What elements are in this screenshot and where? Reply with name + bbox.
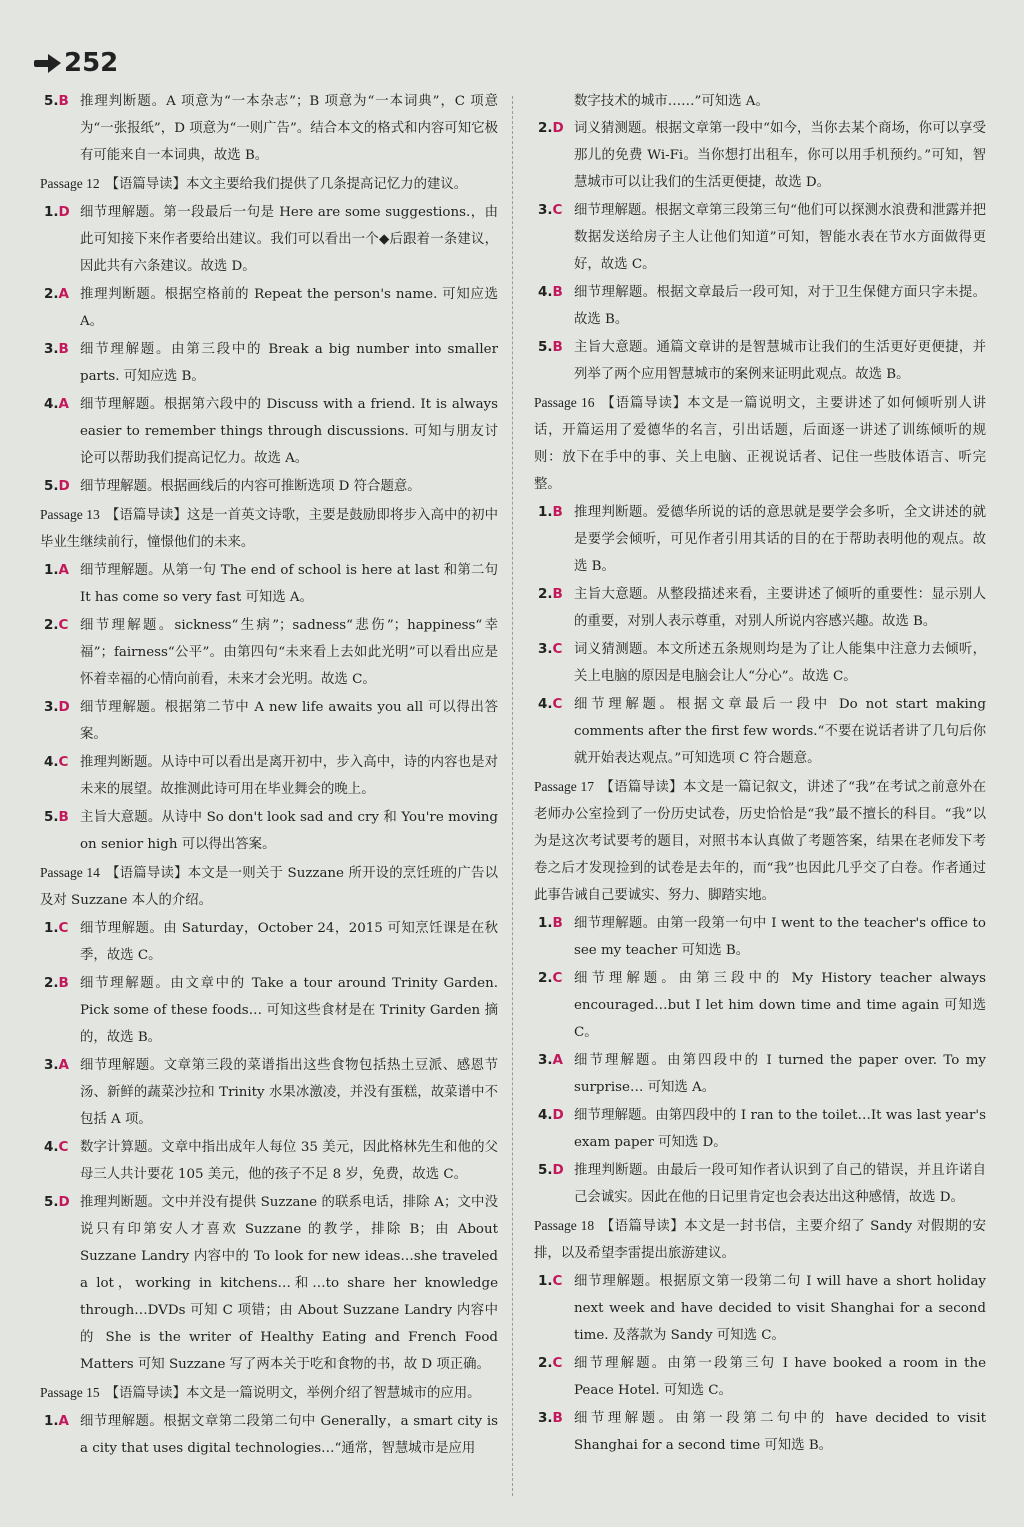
question-number (534, 499, 574, 526)
answer-item (534, 499, 986, 580)
answer-explanation: 细节理解题。根据第六段中的 Discuss with a friend. It is always easier to remember things through discussions. 可知与朋友讨论可以帮助我们提高记忆力。故选 A。 (80, 397, 498, 466)
question-number (534, 279, 574, 306)
column-divider (512, 96, 513, 1496)
answer-explanation: 细节理解题。由第一段第一句中 I went to the teacher's office to see my teacher 可知选 B。 (574, 916, 986, 958)
answer-item (40, 473, 498, 500)
answer-explanation: 词义猜测题。根据文章第一段中“如今，当你去某个商场，你可以享受那儿的免费 Wi-Fi。当你想打出租车，你可以用手机预约。”可知，智慧城市可以让我们的生活更便捷，故选 D。 (574, 121, 986, 190)
question-index: 1. (538, 915, 553, 931)
answer-item (40, 391, 498, 472)
passage-heading (534, 1212, 986, 1267)
passage-name: Passage 13 (40, 507, 100, 522)
question-index: 3. (44, 1057, 59, 1073)
question-number (40, 1134, 80, 1161)
answer-letter: D (552, 1107, 564, 1123)
answer-explanation: 数字计算题。文章中指出成年人每位 35 美元，因此格林先生和他的父母三人共计要花 105 美元，他的孩子不足 8 岁，免费，故选 C。 (80, 1140, 498, 1182)
question-index: 1. (538, 504, 553, 520)
answer-letter: C (58, 754, 69, 770)
answer-letter: D (58, 478, 70, 494)
question-index: 1. (44, 204, 59, 220)
answer-letter: C (552, 202, 563, 218)
answer-letter: B (552, 284, 563, 300)
answer-item (534, 197, 986, 278)
question-number (534, 334, 574, 361)
passage-heading (40, 501, 498, 556)
answer-item (534, 581, 986, 635)
passage-guide: 【语篇导读】本文是一篇记叙文，讲述了“我”在考试之前意外在老师办公室捡到了一份历史试卷，历史恰恰是“我”最不擅长的科目。“我”以为是这次考试要考的题目，对照书本认真做了考题答案，结果在老师发下考卷之后才发现捡到的试卷是去年的，而“我”也因此几乎交了白卷。作者通过此事告诫自己要诚实、努力、脚踏实地。 (534, 780, 986, 903)
answer-item (40, 199, 498, 280)
question-number (40, 557, 80, 584)
passage-heading (40, 1379, 498, 1407)
question-index: 5. (44, 809, 59, 825)
answer-explanation: 细节理解题。从第一句 The end of school is here at last 和第二句 It has come so very fast 可知选 A。 (80, 563, 498, 605)
passage-guide: 【语篇导读】本文是一篇说明文，举例介绍了智慧城市的应用。 (105, 1386, 481, 1401)
question-index: 2. (538, 1355, 553, 1371)
passage-guide: 【语篇导读】本文是一封书信，主要介绍了 Sandy 对假期的安排，以及希望李雷提出旅游建议。 (534, 1219, 986, 1261)
left-column (40, 88, 498, 1463)
answer-explanation: 细节理解题。根据文章第三段第三句“他们可以探测水浪费和泄露并把数据发送给房子主人让他们知道”可知，智能水表在节水方面做得更好，故选 C。 (574, 203, 986, 272)
answer-item (40, 336, 498, 390)
answer-item (40, 804, 498, 858)
answer-item (40, 88, 498, 169)
question-number (40, 88, 80, 115)
question-number (40, 391, 80, 418)
answer-explanation: 主旨大意题。从整段描述来看，主要讲述了倾听的重要性：显示别人的重要，对别人表示尊重，对别人所说内容感兴趣。故选 B。 (574, 587, 986, 629)
question-index: 2. (538, 120, 553, 136)
answer-explanation: 细节理解题。根据第二节中 A new life awaits you all 可以得出答案。 (80, 700, 498, 742)
answer-letter: D (58, 1194, 70, 1210)
passage-guide: 【语篇导读】本文是一篇说明文，主要讲述了如何倾听别人讲话，开篇运用了爱德华的名言，引出话题，后面逐一讲述了训练倾听的规则：放下在手中的事、关上电脑、正视说话者、记住一些肢体语言、听完整。 (534, 396, 987, 492)
question-number (40, 473, 80, 500)
answer-letter: B (58, 809, 69, 825)
answer-explanation: 推理判断题。爱德华所说的话的意思就是要学会多听，全文讲述的就是要学会倾听，可见作者引用其话的目的在于帮助表明他的观点。故选 B。 (574, 505, 986, 574)
answer-letter: A (58, 396, 69, 412)
question-index: 2. (538, 586, 553, 602)
question-index: 5. (538, 339, 553, 355)
question-index: 4. (538, 696, 553, 712)
answer-explanation: 细节理解题。由第一段第二句中的 have decided to visit Shanghai for a second time 可知选 B。 (574, 1411, 986, 1453)
answer-explanation: 推理判断题。从诗中可以看出是离开初中，步入高中，诗的内容也是对未来的展望。故推测此诗可用在毕业舞会的晚上。 (80, 755, 498, 797)
answer-item (534, 965, 986, 1046)
answer-item (534, 1405, 986, 1459)
passage-guide: 【语篇导读】本文主要给我们提供了几条提高记忆力的建议。 (105, 177, 468, 192)
question-number (40, 1408, 80, 1435)
answer-explanation: 细节理解题。由第三段中的 Break a big number into smaller parts. 可知应选 B。 (80, 342, 498, 384)
question-index: 4. (538, 284, 553, 300)
answer-item (534, 1350, 986, 1404)
answer-letter: B (552, 1410, 563, 1426)
question-index: 4. (44, 754, 59, 770)
answer-explanation: 推理判断题。由最后一段可知作者认识到了自己的错误，并且许诺自己会诚实。因此在他的日记里肯定也会表达出这种感情，故选 D。 (574, 1163, 986, 1205)
answer-explanation: 细节理解题。由 Saturday，October 24，2015 可知烹饪课是在秋季，故选 C。 (80, 921, 498, 963)
question-number (40, 281, 80, 308)
question-index: 4. (538, 1107, 553, 1123)
question-number (40, 336, 80, 363)
answer-letter: B (552, 339, 563, 355)
question-number (40, 1189, 80, 1216)
passage-guide: 【语篇导读】本文是一则关于 Suzzane 所开设的烹饪班的广告以及对 Suzzane 本人的介绍。 (40, 866, 498, 908)
answer-explanation: 推理判断题。文中并没有提供 Suzzane 的联系电话，排除 A；文中没说只有印第安人才喜欢 Suzzane 的教学，排除 B；由 About Suzzane Landry 内容中的 To look for new ideas…she traveled a lot，working in kitchens…和…to share her knowledge through…DVDs 可知 C 项错；由 About Suzzane Landry 内容中的 She is the writer of Healthy Eating and French Food Matters 可知 Suzzane 写了两本关于吃和食物的书，故 D 项正确。 (80, 1195, 498, 1372)
answer-item (534, 691, 986, 772)
answer-letter: C (552, 641, 563, 657)
question-index: 5. (538, 1162, 553, 1178)
answer-explanation: 主旨大意题。通篇文章讲的是智慧城市让我们的生活更好更便捷，并列举了两个应用智慧城市的案例来证明此观点。故选 B。 (574, 340, 986, 382)
answer-letter: D (58, 204, 70, 220)
answer-letter: A (58, 1413, 69, 1429)
question-number (534, 1405, 574, 1432)
answer-item (40, 1134, 498, 1188)
question-index: 3. (44, 341, 59, 357)
answer-letter: B (552, 586, 563, 602)
answer-item (40, 1189, 498, 1378)
answer-item (40, 970, 498, 1051)
question-index: 5. (44, 93, 59, 109)
answer-explanation: 细节理解题。由第四段中的 I turned the paper over. To my surprise… 可知选 A。 (574, 1053, 986, 1095)
question-number (40, 1052, 80, 1079)
question-number (40, 970, 80, 997)
question-index: 2. (44, 617, 59, 633)
question-index: 3. (538, 202, 553, 218)
question-index: 5. (44, 1194, 59, 1210)
question-number (534, 1102, 574, 1129)
answer-item (40, 1408, 498, 1462)
question-number (40, 694, 80, 721)
question-index: 5. (44, 478, 59, 494)
answer-explanation: 细节理解题。sickness“生病”；sadness“悲伤”；happiness“幸福”；fairness“公平”。由第四句“未来看上去如此光明”可以看出应是怀着幸福的心情向前看，未来才会光明。故选 C。 (80, 618, 498, 687)
answer-explanation: 细节理解题。根据原文第一段第二句 I will have a short holiday next week and have decided to visit Shanghai for a second time. 及落款为 Sandy 可知选 C。 (574, 1274, 986, 1343)
passage-heading (534, 389, 986, 498)
answer-item (534, 1047, 986, 1101)
answer-letter: C (552, 1355, 563, 1371)
passage-name: Passage 17 (534, 779, 594, 794)
question-number (40, 915, 80, 942)
answer-letter: B (58, 975, 69, 991)
answer-letter: B (552, 915, 563, 931)
answer-letter: A (58, 1057, 69, 1073)
question-number (534, 1047, 574, 1074)
answer-letter: C (58, 617, 69, 633)
question-index: 2. (538, 970, 553, 986)
answer-item (40, 915, 498, 969)
question-index: 3. (538, 1410, 553, 1426)
answer-item (534, 1102, 986, 1156)
answer-explanation: 细节理解题。文章第三段的菜谱指出这些食物包括热土豆派、感恩节汤、新鲜的蔬菜沙拉和 Trinity 水果冰激凌，并没有蛋糕，故菜谱中不包括 A 项。 (80, 1058, 498, 1127)
answer-item (40, 694, 498, 748)
question-number (534, 1350, 574, 1377)
passage-name: Passage 15 (40, 1385, 100, 1400)
passage-name: Passage 14 (40, 865, 100, 880)
answer-item (534, 1268, 986, 1349)
answer-letter: A (58, 562, 69, 578)
question-index: 3. (538, 641, 553, 657)
answer-explanation: 细节理解题。根据画线后的内容可推断选项 D 符合题意。 (80, 479, 421, 494)
answer-item (40, 612, 498, 693)
question-index: 3. (538, 1052, 553, 1068)
answer-letter: C (58, 1139, 69, 1155)
answer-letter: B (58, 93, 69, 109)
answer-item (40, 281, 498, 335)
answer-explanation: 主旨大意题。从诗中 So don't look sad and cry 和 You're moving on senior high 可以得出答案。 (80, 810, 498, 852)
passage-name: Passage 18 (534, 1218, 595, 1233)
answer-item (534, 115, 986, 196)
question-index: 1. (44, 562, 59, 578)
answer-item (534, 636, 986, 690)
answer-item (40, 557, 498, 611)
question-number (534, 636, 574, 663)
answer-explanation: 细节理解题。由第四段中的 I ran to the toilet…It was last year's exam paper 可知选 D。 (574, 1108, 986, 1150)
page-number-text: 252 (64, 48, 119, 78)
question-index: 1. (538, 1273, 553, 1289)
answer-item (534, 334, 986, 388)
question-index: 2. (44, 286, 59, 302)
answer-item (534, 1157, 986, 1211)
continued-text: 数字技术的城市……”可知选 A。 (574, 94, 769, 109)
passage-name: Passage 16 (534, 395, 595, 410)
question-number (40, 199, 80, 226)
question-number (40, 612, 80, 639)
answer-letter: C (552, 1273, 563, 1289)
answer-explanation: 词义猜测题。本文所述五条规则均是为了让人能集中注意力去倾听，关上电脑的原因是电脑会让人“分心”。故选 C。 (574, 642, 986, 684)
question-number (534, 691, 574, 718)
answer-explanation: 细节理解题。根据文章最后一段中 Do not start making comments after the first few words.“不要在说话者讲了几句后你就开始表达观点。”可知选项 C 符合题意。 (574, 697, 986, 766)
question-number (534, 1268, 574, 1295)
page-number (34, 48, 118, 78)
question-index: 1. (44, 920, 59, 936)
question-number (40, 749, 80, 776)
answer-explanation: 细节理解题。由第一段第三句 I have booked a room in the Peace Hotel. 可知选 C。 (574, 1356, 986, 1398)
question-index: 1. (44, 1413, 59, 1429)
question-number (534, 115, 574, 142)
answer-letter: A (58, 286, 69, 302)
answer-letter: D (552, 120, 564, 136)
answer-letter: D (552, 1162, 564, 1178)
right-column (534, 88, 986, 1460)
question-index: 4. (44, 396, 59, 412)
answer-item (40, 749, 498, 803)
answer-explanation: 推理判断题。A 项意为“一本杂志”；B 项意为“一本词典”，C 项意为“一张报纸”，D 项意为“一则广告”。结合本文的格式和内容可知它极有可能来自一本词典，故选 B。 (80, 94, 498, 163)
question-number (40, 804, 80, 831)
answer-explanation: 细节理解题。第一段最后一句是 Here are some suggestions.，由此可知接下来作者要给出建议。我们可以看出一个◆后跟着一条建议，因此共有六条建议。故选 D。 (80, 205, 498, 274)
answer-explanation: 细节理解题。根据文章第二段第二句中 Generally，a smart city is a city that uses digital technologies…“通常，智慧城市是应用 (80, 1414, 498, 1456)
answer-letter: D (58, 699, 70, 715)
question-index: 2. (44, 975, 59, 991)
answer-item (40, 1052, 498, 1133)
passage-guide: 【语篇导读】这是一首英文诗歌，主要是鼓励即将步入高中的初中毕业生继续前行，憧憬他们的未来。 (40, 508, 499, 550)
question-number (534, 197, 574, 224)
answer-explanation: 细节理解题。根据文章最后一段可知，对于卫生保健方面只字未提。故选 B。 (574, 285, 986, 327)
passage-heading (534, 773, 986, 909)
answer-explanation: 细节理解题。由文章中的 Take a tour around Trinity Garden. Pick some of these foods… 可知这些食材是在 Trinity Garden 摘的，故选 B。 (80, 976, 498, 1045)
passage-heading (40, 170, 498, 198)
answer-item (534, 279, 986, 333)
question-number (534, 1157, 574, 1184)
answer-explanation: 推理判断题。根据空格前的 Repeat the person's name. 可知应选 A。 (80, 287, 498, 329)
question-number (534, 910, 574, 937)
question-index: 4. (44, 1139, 59, 1155)
answer-letter: A (552, 1052, 563, 1068)
answer-letter: B (58, 341, 69, 357)
answer-item (534, 910, 986, 964)
answer-letter: C (552, 696, 563, 712)
question-index: 3. (44, 699, 59, 715)
question-number (534, 581, 574, 608)
arrow-icon (34, 54, 62, 72)
passage-heading (40, 859, 498, 914)
answer-letter: C (58, 920, 69, 936)
passage-name: Passage 12 (40, 176, 100, 191)
answer-letter: B (552, 504, 563, 520)
answer-letter: C (552, 970, 563, 986)
answer-explanation: 细节理解题。由第三段中的 My History teacher always encouraged…but I let him down time and time again 可知选 C。 (574, 971, 986, 1040)
question-number (534, 965, 574, 992)
